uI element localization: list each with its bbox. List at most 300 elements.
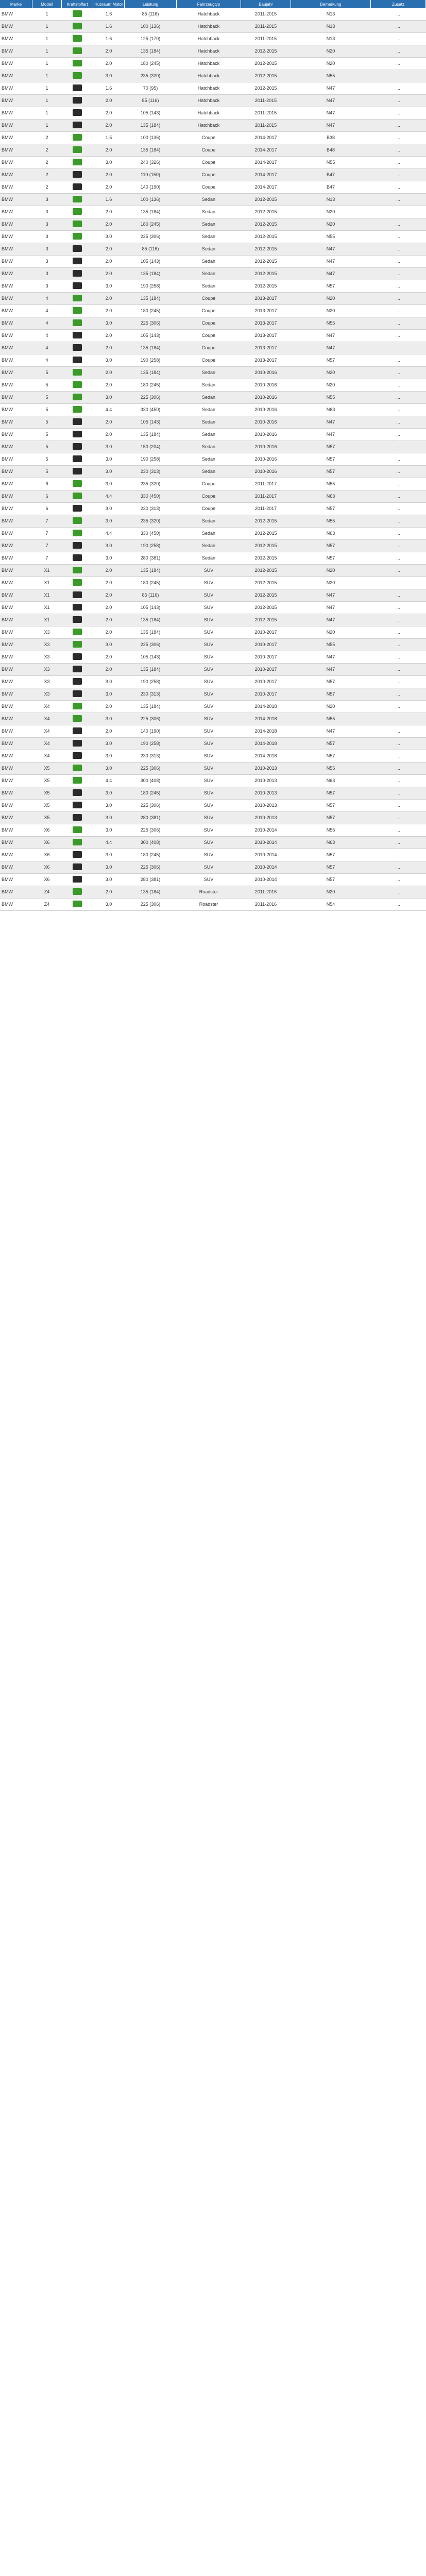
- engine-cell: 3.0: [93, 441, 125, 453]
- model-cell: 5: [32, 416, 62, 429]
- table-row: [0, 651, 426, 664]
- extra-cell: ...: [371, 589, 426, 602]
- power-cell: 225 (306): [125, 231, 177, 243]
- brand-cell: BMW: [0, 466, 32, 478]
- brand-cell: BMW: [0, 478, 32, 490]
- note-cell: N57: [291, 552, 371, 565]
- engine-cell: 2.0: [93, 367, 125, 379]
- model-cell: X4: [32, 701, 62, 713]
- model-cell: 2: [32, 181, 62, 194]
- year-cell: 2010-2017: [241, 651, 291, 664]
- power-cell: 150 (204): [125, 441, 177, 453]
- fuel-cell: [62, 429, 93, 441]
- note-cell: N20: [291, 701, 371, 713]
- note-cell: N20: [291, 45, 371, 58]
- note-cell: N20: [291, 206, 371, 218]
- fuel-cell: [62, 775, 93, 787]
- type-cell: Sedan: [177, 552, 241, 565]
- fuel-badge-green-icon: [73, 777, 82, 784]
- brand-cell: BMW: [0, 849, 32, 861]
- table-row: [0, 157, 426, 169]
- brand-cell: BMW: [0, 392, 32, 404]
- brand-cell: BMW: [0, 775, 32, 787]
- year-cell: 2014-2018: [241, 701, 291, 713]
- fuel-badge-dark-icon: [73, 171, 82, 178]
- engine-cell: 1.6: [93, 21, 125, 33]
- type-cell: Sedan: [177, 243, 241, 256]
- model-cell: 3: [32, 243, 62, 256]
- fuel-cell: [62, 416, 93, 429]
- fuel-cell: [62, 466, 93, 478]
- table-row: [0, 478, 426, 490]
- note-cell: N47: [291, 330, 371, 342]
- fuel-badge-green-icon: [73, 517, 82, 524]
- engine-cell: 2.0: [93, 577, 125, 589]
- brand-cell: BMW: [0, 181, 32, 194]
- table-row: [0, 453, 426, 466]
- extra-cell: ...: [371, 577, 426, 589]
- note-cell: N57: [291, 688, 371, 701]
- power-cell: 190 (258): [125, 280, 177, 293]
- extra-cell: ...: [371, 651, 426, 664]
- extra-cell: ...: [371, 181, 426, 194]
- year-cell: 2010-2014: [241, 837, 291, 849]
- col-header-extra: Zusatz: [371, 0, 426, 8]
- engine-cell: 3.0: [93, 787, 125, 800]
- type-cell: Sedan: [177, 441, 241, 453]
- model-cell: 1: [32, 33, 62, 45]
- engine-cell: 3.0: [93, 849, 125, 861]
- year-cell: 2014-2018: [241, 713, 291, 725]
- note-cell: N47: [291, 120, 371, 132]
- engine-cell: 4.4: [93, 775, 125, 787]
- model-cell: X6: [32, 874, 62, 886]
- year-cell: 2011-2017: [241, 503, 291, 515]
- extra-cell: ...: [371, 33, 426, 45]
- extra-cell: ...: [371, 82, 426, 95]
- model-cell: X6: [32, 861, 62, 874]
- power-cell: 300 (408): [125, 775, 177, 787]
- power-cell: 105 (143): [125, 107, 177, 120]
- power-cell: 230 (313): [125, 688, 177, 701]
- engine-cell: 3.0: [93, 515, 125, 528]
- table-row: [0, 181, 426, 194]
- fuel-badge-green-icon: [73, 715, 82, 722]
- power-cell: 180 (245): [125, 577, 177, 589]
- fuel-badge-green-icon: [73, 35, 82, 42]
- table-row: [0, 552, 426, 565]
- power-cell: 135 (184): [125, 701, 177, 713]
- model-cell: 2: [32, 132, 62, 144]
- fuel-badge-green-icon: [73, 295, 82, 301]
- engine-cell: 3.0: [93, 738, 125, 750]
- fuel-badge-dark-icon: [73, 455, 82, 462]
- table-row: [0, 416, 426, 429]
- year-cell: 2010-2016: [241, 453, 291, 466]
- fuel-cell: [62, 33, 93, 45]
- table-row: [0, 849, 426, 861]
- type-cell: Sedan: [177, 379, 241, 392]
- note-cell: N57: [291, 787, 371, 800]
- engine-cell: 3.0: [93, 392, 125, 404]
- power-cell: 300 (408): [125, 837, 177, 849]
- engine-cell: 3.0: [93, 812, 125, 824]
- table-row: [0, 725, 426, 738]
- power-cell: 135 (184): [125, 45, 177, 58]
- year-cell: 2011-2015: [241, 21, 291, 33]
- engine-cell: 2.0: [93, 416, 125, 429]
- brand-cell: BMW: [0, 330, 32, 342]
- fuel-cell: [62, 738, 93, 750]
- fuel-cell: [62, 379, 93, 392]
- type-cell: Coupe: [177, 317, 241, 330]
- extra-cell: ...: [371, 379, 426, 392]
- note-cell: N55: [291, 70, 371, 82]
- power-cell: 190 (258): [125, 676, 177, 688]
- model-cell: 5: [32, 379, 62, 392]
- type-cell: SUV: [177, 701, 241, 713]
- fuel-badge-green-icon: [73, 579, 82, 586]
- engine-cell: 2.0: [93, 379, 125, 392]
- power-cell: 180 (245): [125, 58, 177, 70]
- year-cell: 2012-2015: [241, 243, 291, 256]
- power-cell: 105 (143): [125, 416, 177, 429]
- brand-cell: BMW: [0, 528, 32, 540]
- model-cell: 2: [32, 157, 62, 169]
- model-cell: 3: [32, 256, 62, 268]
- brand-cell: BMW: [0, 70, 32, 82]
- fuel-cell: [62, 503, 93, 515]
- year-cell: 2010-2013: [241, 812, 291, 824]
- table-row: [0, 243, 426, 256]
- extra-cell: ...: [371, 243, 426, 256]
- col-header-type: Fahrzeugtyp: [177, 0, 241, 8]
- year-cell: 2011-2015: [241, 8, 291, 21]
- fuel-cell: [62, 639, 93, 651]
- type-cell: Sedan: [177, 515, 241, 528]
- extra-cell: ...: [371, 812, 426, 824]
- type-cell: Hatchback: [177, 58, 241, 70]
- fuel-cell: [62, 243, 93, 256]
- engine-cell: 2.0: [93, 589, 125, 602]
- extra-cell: ...: [371, 441, 426, 453]
- fuel-cell: [62, 861, 93, 874]
- fuel-badge-dark-icon: [73, 678, 82, 685]
- fuel-badge-dark-icon: [73, 109, 82, 116]
- brand-cell: BMW: [0, 639, 32, 651]
- brand-cell: BMW: [0, 157, 32, 169]
- fuel-cell: [62, 602, 93, 614]
- brand-cell: BMW: [0, 342, 32, 354]
- engine-cell: 3.0: [93, 899, 125, 911]
- engine-cell: 2.0: [93, 169, 125, 181]
- fuel-cell: [62, 899, 93, 911]
- engine-cell: 2.0: [93, 206, 125, 218]
- engine-cell: 2.0: [93, 651, 125, 664]
- power-cell: 135 (184): [125, 206, 177, 218]
- type-cell: Coupe: [177, 157, 241, 169]
- power-cell: 135 (184): [125, 268, 177, 280]
- year-cell: 2013-2017: [241, 317, 291, 330]
- note-cell: N47: [291, 82, 371, 95]
- engine-cell: 2.0: [93, 256, 125, 268]
- table-row: [0, 280, 426, 293]
- type-cell: SUV: [177, 577, 241, 589]
- model-cell: 4: [32, 305, 62, 317]
- note-cell: N20: [291, 58, 371, 70]
- power-cell: 190 (258): [125, 354, 177, 367]
- year-cell: 2012-2015: [241, 565, 291, 577]
- table-row: [0, 750, 426, 762]
- fuel-cell: [62, 132, 93, 144]
- power-cell: 85 (116): [125, 95, 177, 107]
- extra-cell: ...: [371, 107, 426, 120]
- model-cell: X3: [32, 664, 62, 676]
- extra-cell: ...: [371, 58, 426, 70]
- fuel-cell: [62, 874, 93, 886]
- fuel-badge-green-icon: [73, 60, 82, 66]
- type-cell: Coupe: [177, 354, 241, 367]
- brand-cell: BMW: [0, 713, 32, 725]
- fuel-badge-dark-icon: [73, 604, 82, 611]
- extra-cell: ...: [371, 466, 426, 478]
- engine-cell: 2.0: [93, 626, 125, 639]
- fuel-badge-dark-icon: [73, 443, 82, 450]
- type-cell: Hatchback: [177, 107, 241, 120]
- fuel-cell: [62, 528, 93, 540]
- brand-cell: BMW: [0, 490, 32, 503]
- type-cell: Sedan: [177, 218, 241, 231]
- type-cell: Sedan: [177, 256, 241, 268]
- brand-cell: BMW: [0, 515, 32, 528]
- note-cell: N57: [291, 738, 371, 750]
- brand-cell: BMW: [0, 812, 32, 824]
- model-cell: X5: [32, 787, 62, 800]
- fuel-badge-green-icon: [73, 901, 82, 907]
- engine-cell: 4.4: [93, 837, 125, 849]
- brand-cell: BMW: [0, 82, 32, 95]
- fuel-cell: [62, 82, 93, 95]
- note-cell: N47: [291, 256, 371, 268]
- type-cell: Sedan: [177, 416, 241, 429]
- power-cell: 225 (306): [125, 899, 177, 911]
- year-cell: 2014-2018: [241, 750, 291, 762]
- table-row: [0, 874, 426, 886]
- extra-cell: ...: [371, 132, 426, 144]
- note-cell: N47: [291, 342, 371, 354]
- year-cell: 2014-2017: [241, 181, 291, 194]
- type-cell: Sedan: [177, 194, 241, 206]
- fuel-cell: [62, 181, 93, 194]
- year-cell: 2013-2017: [241, 354, 291, 367]
- table-row: [0, 45, 426, 58]
- fuel-badge-dark-icon: [73, 468, 82, 474]
- power-cell: 135 (184): [125, 120, 177, 132]
- extra-cell: ...: [371, 713, 426, 725]
- fuel-badge-green-icon: [73, 23, 82, 29]
- note-cell: B38: [291, 132, 371, 144]
- note-cell: N47: [291, 243, 371, 256]
- col-header-note: Bemerkung: [291, 0, 371, 8]
- year-cell: 2012-2015: [241, 194, 291, 206]
- fuel-badge-dark-icon: [73, 752, 82, 759]
- brand-cell: BMW: [0, 45, 32, 58]
- fuel-badge-green-icon: [73, 703, 82, 709]
- extra-cell: ...: [371, 775, 426, 787]
- fuel-badge-dark-icon: [73, 863, 82, 870]
- fuel-badge-dark-icon: [73, 431, 82, 437]
- fuel-cell: [62, 614, 93, 626]
- brand-cell: BMW: [0, 750, 32, 762]
- power-cell: 235 (320): [125, 70, 177, 82]
- extra-cell: ...: [371, 614, 426, 626]
- table-row: [0, 231, 426, 243]
- note-cell: N20: [291, 293, 371, 305]
- note-cell: N57: [291, 466, 371, 478]
- note-cell: N57: [291, 441, 371, 453]
- extra-cell: ...: [371, 626, 426, 639]
- fuel-badge-dark-icon: [73, 690, 82, 697]
- year-cell: 2010-2017: [241, 626, 291, 639]
- fuel-badge-green-icon: [73, 641, 82, 648]
- model-cell: 7: [32, 540, 62, 552]
- fuel-badge-green-icon: [73, 888, 82, 895]
- brand-cell: BMW: [0, 144, 32, 157]
- engine-cell: 2.0: [93, 701, 125, 713]
- fuel-badge-dark-icon: [73, 270, 82, 277]
- table-row: [0, 379, 426, 392]
- power-cell: 225 (306): [125, 392, 177, 404]
- year-cell: 2013-2017: [241, 342, 291, 354]
- extra-cell: ...: [371, 194, 426, 206]
- table-row: [0, 95, 426, 107]
- note-cell: N20: [291, 305, 371, 317]
- type-cell: SUV: [177, 762, 241, 775]
- model-cell: 4: [32, 330, 62, 342]
- fuel-cell: [62, 330, 93, 342]
- note-cell: N20: [291, 218, 371, 231]
- brand-cell: BMW: [0, 552, 32, 565]
- table-row: [0, 82, 426, 95]
- extra-cell: ...: [371, 787, 426, 800]
- type-cell: Hatchback: [177, 120, 241, 132]
- fuel-cell: [62, 800, 93, 812]
- engine-cell: 3.0: [93, 861, 125, 874]
- type-cell: Coupe: [177, 144, 241, 157]
- note-cell: N47: [291, 429, 371, 441]
- year-cell: 2010-2016: [241, 367, 291, 379]
- extra-cell: ...: [371, 256, 426, 268]
- extra-cell: ...: [371, 95, 426, 107]
- engine-cell: 3.0: [93, 824, 125, 837]
- fuel-badge-dark-icon: [73, 357, 82, 363]
- power-cell: 235 (320): [125, 515, 177, 528]
- brand-cell: BMW: [0, 651, 32, 664]
- power-cell: 135 (184): [125, 614, 177, 626]
- table-row: [0, 144, 426, 157]
- extra-cell: ...: [371, 169, 426, 181]
- fuel-badge-dark-icon: [73, 258, 82, 264]
- engine-cell: 3.0: [93, 466, 125, 478]
- table-row: [0, 441, 426, 453]
- brand-cell: BMW: [0, 899, 32, 911]
- fuel-cell: [62, 849, 93, 861]
- brand-cell: BMW: [0, 120, 32, 132]
- table-row: [0, 540, 426, 552]
- fuel-badge-green-icon: [73, 208, 82, 215]
- type-cell: Coupe: [177, 169, 241, 181]
- year-cell: 2011-2015: [241, 107, 291, 120]
- fuel-cell: [62, 886, 93, 899]
- model-cell: 3: [32, 231, 62, 243]
- year-cell: 2010-2016: [241, 404, 291, 416]
- power-cell: 135 (184): [125, 664, 177, 676]
- extra-cell: ...: [371, 899, 426, 911]
- engine-cell: 3.0: [93, 317, 125, 330]
- extra-cell: ...: [371, 305, 426, 317]
- engine-cell: 3.0: [93, 280, 125, 293]
- power-cell: 135 (184): [125, 293, 177, 305]
- note-cell: N13: [291, 194, 371, 206]
- note-cell: N47: [291, 107, 371, 120]
- model-cell: X6: [32, 837, 62, 849]
- model-cell: 1: [32, 70, 62, 82]
- type-cell: SUV: [177, 775, 241, 787]
- type-cell: SUV: [177, 688, 241, 701]
- extra-cell: ...: [371, 503, 426, 515]
- type-cell: SUV: [177, 750, 241, 762]
- fuel-cell: [62, 107, 93, 120]
- year-cell: 2010-2013: [241, 775, 291, 787]
- type-cell: Sedan: [177, 404, 241, 416]
- extra-cell: ...: [371, 8, 426, 21]
- engine-cell: 2.0: [93, 725, 125, 738]
- brand-cell: BMW: [0, 589, 32, 602]
- model-cell: 5: [32, 367, 62, 379]
- extra-cell: ...: [371, 861, 426, 874]
- year-cell: 2010-2017: [241, 688, 291, 701]
- extra-cell: ...: [371, 268, 426, 280]
- fuel-cell: [62, 540, 93, 552]
- fuel-badge-dark-icon: [73, 122, 82, 128]
- model-cell: 1: [32, 95, 62, 107]
- model-cell: 4: [32, 293, 62, 305]
- fuel-badge-dark-icon: [73, 653, 82, 660]
- note-cell: N13: [291, 33, 371, 45]
- brand-cell: BMW: [0, 169, 32, 181]
- brand-cell: BMW: [0, 21, 32, 33]
- model-cell: 6: [32, 478, 62, 490]
- power-cell: 225 (306): [125, 713, 177, 725]
- model-cell: X1: [32, 589, 62, 602]
- table-row: [0, 404, 426, 416]
- fuel-cell: [62, 589, 93, 602]
- type-cell: Coupe: [177, 478, 241, 490]
- note-cell: N55: [291, 317, 371, 330]
- engine-cell: 2.0: [93, 120, 125, 132]
- note-cell: B48: [291, 144, 371, 157]
- note-cell: N55: [291, 824, 371, 837]
- note-cell: B47: [291, 169, 371, 181]
- brand-cell: BMW: [0, 565, 32, 577]
- table-row: [0, 899, 426, 911]
- extra-cell: ...: [371, 800, 426, 812]
- table-row: [0, 565, 426, 577]
- table-row: [0, 330, 426, 342]
- note-cell: N55: [291, 392, 371, 404]
- extra-cell: ...: [371, 342, 426, 354]
- note-cell: N57: [291, 812, 371, 824]
